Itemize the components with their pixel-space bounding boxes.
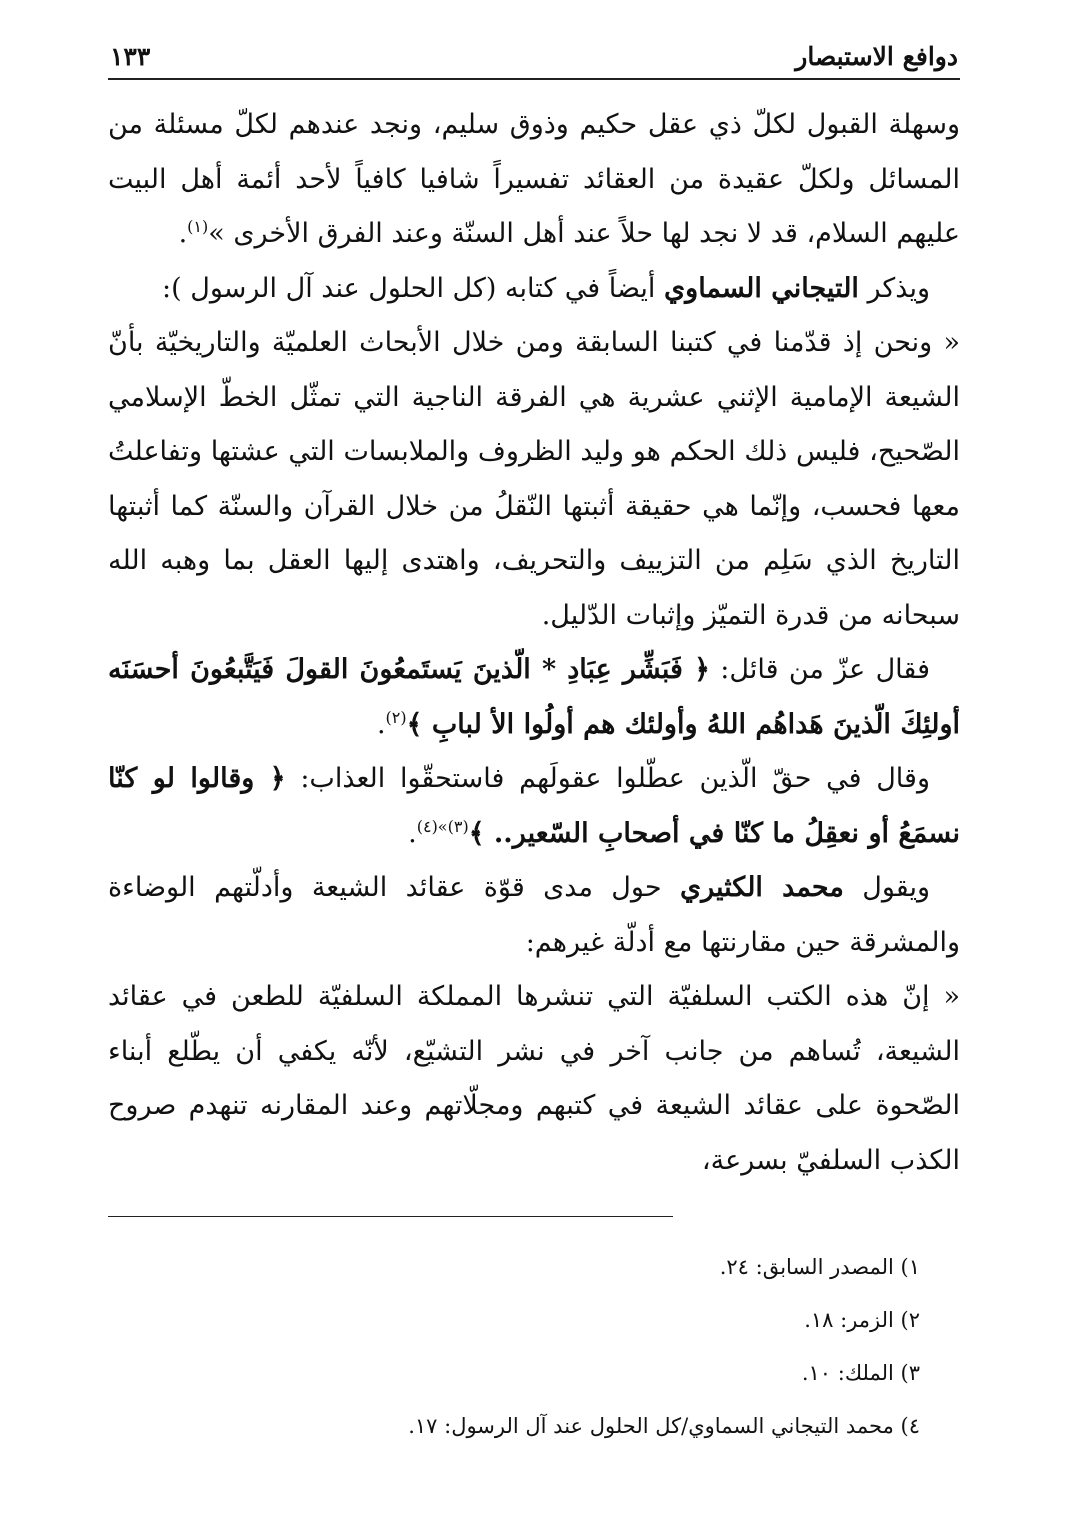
book-page [108,38,960,1488]
paragraph-6 [108,861,960,970]
paragraph-4-end: . [376,708,386,740]
page-number: ١٣٣ [110,42,151,71]
paragraph-3-text: « ونحن إذ قدّمنا في كتبنا السابقة ومن خلال الأبحاث العلميّة والتاريخيّة بأنّ الشيعة الإمامية الإثني عشرية هي الفرقة الناجية التي تمثّل الخطّ الإسلامي الصّحيح، فليس ذلك الحكم هو وليد الظروف والملابسات التي عشتها وتفاعلتُ معها فحسب، وإنّما هي حقيقة أثبتها النّقلُ من خلال القرآن والسنّة كما أثبتها التاريخ الذي سَلِم من التزييف والتحريف، واهتدى إليها العقل بما وهبه الله سبحانه من قدرة التميّز وإثبات الدّليل. [108,327,960,631]
footnote-3: ٣) الملك: ١٠. [801,1361,920,1385]
paragraph-3 [108,316,960,643]
paragraph-1-text: وسهلة القبول لكلّ ذي عقل حكيم وذوق سليم، ونجد عندهم لكلّ مسئلة من المسائل ولكلّ عقيدة من العقائد تفسيراً شافيا كافياً لأحد أئمة أهل البيت عليهم السلام، قد لا نجد لها حلاً عند أهل السنّة وعند الفرق الأخرى » [108,109,960,249]
paragraph-5-end: . [408,817,417,849]
author-name-tijani: التيجاني السماوي [664,272,859,304]
paragraph-5-pre: وقال في حقّ الّذين عطّلوا عقولَهم فاستحقّوا العذاب: [285,763,930,794]
paragraph-1 [108,98,960,262]
footnote-1: ١) المصدر السابق: ٢٤. [719,1255,920,1279]
paragraph-1-end: . [178,218,188,249]
paragraph-2-post: أيضاً في كتابه (كل الحلول عند آل الرسول ): [161,272,665,304]
running-header [108,38,960,80]
paragraph-6-post: حول مدى قوّة عقائد الشيعة وأدلّتهم الوضاءة والمشرقة حين مقارنتها مع أدلّة غيرهم: [108,872,960,958]
main-text [108,98,960,1188]
paragraph-7 [108,970,960,1188]
paragraph-4 [108,643,960,752]
footnote-ref-1[interactable]: (١) [187,217,209,236]
footnote-4: ٤) محمد التيجاني السماوي/كل الحلول عند آل الرسول: ١٧. [408,1414,920,1438]
footnote-ref-3-4[interactable]: (٣)»(٤) [416,816,469,836]
author-name-kathiri: محمد الكثيري [679,872,844,903]
paragraph-7-text: « إنّ هذه الكتب السلفيّة التي تنشرها المملكة السلفيّة للطعن في عقائد الشيعة، تُساهم من جانب آخر في نشر التشيّع، لأنّه يكفي أن يطّلع أبناء الصّحوة على عقائد الشيعة في كتبهم ومجلّاتهم وعند المقارنه تنهدم صروح الكذب السلفيّ بسرعة، [108,981,960,1176]
paragraph-4-pre: فقال عزّ من قائل: [709,654,930,685]
footnote-divider [108,1216,673,1217]
paragraph-5 [108,752,960,861]
chapter-title: دوافع الاستبصار [795,42,958,71]
footnote-ref-2[interactable]: (٢) [385,707,407,727]
paragraph-2 [108,262,960,317]
paragraph-2-pre: ويذكر [858,272,930,304]
footnotes [108,1241,920,1453]
footnote-2: ٢) الزمر: ١٨. [804,1308,920,1332]
quran-quote-mulk: ﴿ وقالوا لو كنّا نسمَعُ أو نعقِلُ ما كنّا في أصحابِ السّعير.. ﴾ [108,763,960,849]
quran-quote-zumar: ﴿ فَبَشِّر عِبَادِ * الّذينَ يَستَمعُونَ القولَ فَيَتَّبعُونَ أحسَنَه أولئِكَ الّذينَ هَداهُم اللهُ وأولئك هم أولُوا الأ لبابِ ﴾ [108,654,960,740]
paragraph-6-pre: ويقول [843,872,930,903]
